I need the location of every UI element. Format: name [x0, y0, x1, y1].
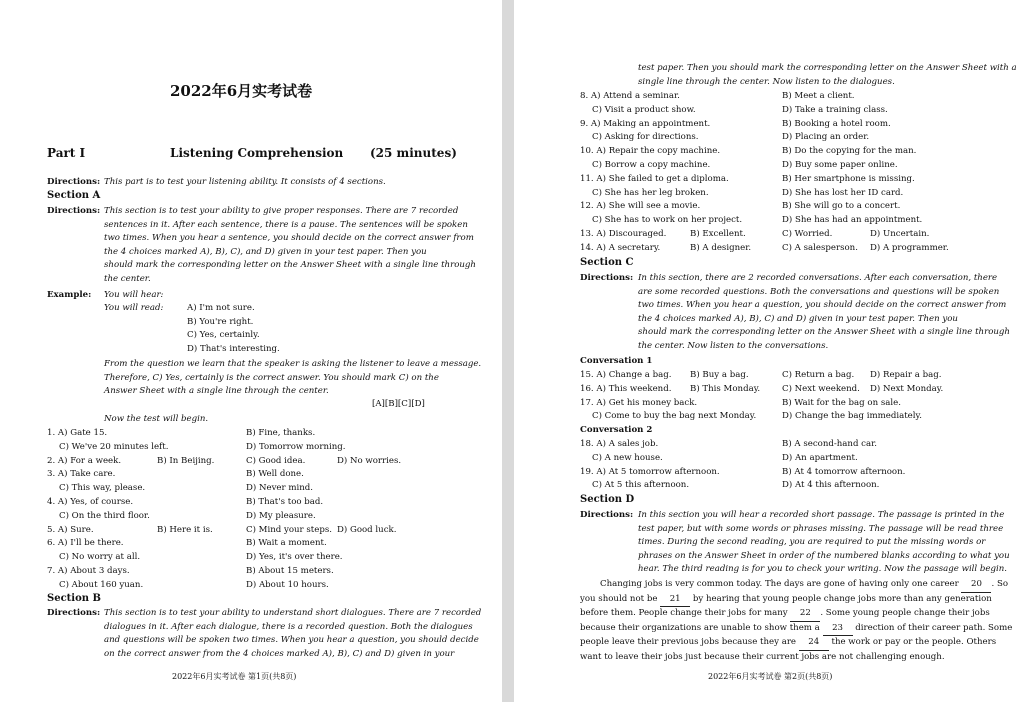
- directions-line: should mark the corresponding letter on the Answer Sheet with a single line through: [638, 327, 1010, 338]
- section-b-directions-continued: [638, 62, 1017, 89]
- passage: [580, 578, 1013, 665]
- part-title: Listening Comprehension: [170, 146, 344, 160]
- section-d-heading: Section D: [580, 494, 635, 505]
- answer-option: C) Borrow a copy machine.: [592, 160, 711, 170]
- answer-option: 19. A) At 5 tomorrow afternoon.: [580, 466, 720, 477]
- answer-option: D) Placing an order.: [782, 132, 870, 143]
- answer-option: 18. A) A sales job.: [580, 439, 659, 449]
- example-option: B) You're right.: [187, 316, 254, 327]
- answer-option: C) We've 20 minutes left.: [59, 441, 169, 452]
- answer-option: C) This way, please.: [59, 483, 146, 494]
- answer-option: D) She has lost her ID card.: [782, 187, 904, 198]
- answer-option: C) Worried.: [782, 229, 833, 239]
- blank-21: 21: [660, 593, 690, 608]
- answer-option: D) At 4 this afternoon.: [782, 480, 880, 491]
- passage-text: by hearing that young people change jobs more than any generation: [692, 593, 992, 604]
- answer-option: B) Buy a bag.: [690, 370, 749, 380]
- answer-option: B) In Beijing.: [157, 455, 215, 466]
- answer-option: C) No worry at all.: [59, 552, 141, 563]
- conversation-2-heading: Conversation 2: [580, 425, 653, 435]
- answer-option: D) A programmer.: [870, 242, 949, 253]
- answer-option: C) Asking for directions.: [592, 132, 699, 143]
- directions-line: phrases on the Answer Sheet in order of the numbered blanks according to what you: [638, 550, 1010, 561]
- answer-option: B) Fine, thanks.: [246, 428, 316, 438]
- directions-line: on the correct answer from the 4 choices marked A), B), C) and D) given in your: [104, 648, 455, 659]
- answer-option: C) At 5 this afternoon.: [592, 480, 690, 491]
- directions-label: Directions:: [47, 177, 101, 187]
- answer-option: 11. A) She failed to get a diploma.: [580, 173, 729, 184]
- answer-option: 6. A) I'll be there.: [47, 538, 124, 549]
- answer-option: C) She has to work on her project.: [592, 215, 743, 226]
- section-a-heading: Section A: [47, 190, 101, 201]
- section-b-directions: [104, 607, 481, 661]
- answer-option: 12. A) She will see a movie.: [580, 201, 701, 212]
- answer-option: D) My pleasure.: [246, 510, 316, 521]
- directions-line: two times. When you hear a sentence, you should decide on the correct answer from: [104, 233, 474, 244]
- answer-option: B) Well done.: [246, 469, 304, 480]
- directions-line: test paper, but with some words or phrases missing. The passage will be read three: [638, 523, 1004, 534]
- answer-option: B) She will go to a concert.: [782, 201, 901, 212]
- exam-page-1: [0, 0, 502, 702]
- answer-option: B) About 15 meters.: [246, 566, 334, 576]
- answer-option: B) This Monday.: [690, 383, 761, 394]
- passage-line: [580, 622, 1013, 637]
- answer-option: D) Repair a bag.: [870, 370, 942, 380]
- directions-line: This section is to test your ability to understand short dialogues. There are 7 recorded: [104, 608, 482, 618]
- directions-line: dialogues in it. After each dialogue, there is a recorded question. Both the dialogues: [104, 621, 473, 632]
- answer-option: C) About 160 yuan.: [59, 579, 144, 590]
- answer-option: B) A designer.: [690, 242, 752, 253]
- answer-option: B) That's too bad.: [246, 497, 324, 507]
- answer-option: B) Excellent.: [690, 229, 746, 239]
- answer-option: 17. A) Get his money back.: [580, 397, 698, 408]
- answer-option: 3. A) Take care.: [47, 469, 116, 480]
- answer-option: 2. A) For a week.: [47, 455, 122, 466]
- passage-text: the work or pay or the people. Others: [831, 637, 997, 648]
- answer-option: B) Here it is.: [157, 524, 213, 535]
- directions-line: the center. Now listen to the conversations.: [638, 340, 829, 351]
- directions-line: In this section, there are 2 recorded conversations. After each conversation, there: [638, 273, 998, 283]
- section-d-directions: [638, 509, 1010, 577]
- answer-option: 7. A) About 3 days.: [47, 566, 130, 576]
- answer-option: D) Change the bag immediately.: [782, 411, 922, 422]
- directions-line: and questions will be spoken two times. When you hear a question, you should decide: [104, 635, 479, 646]
- answer-option: B) Her smartphone is missing.: [782, 173, 915, 184]
- answer-option: D) She has had an appointment.: [782, 215, 923, 226]
- directions-line: In this section you will hear a recorded short passage. The passage is printed in the: [638, 510, 1005, 520]
- section-b-heading: Section B: [47, 593, 101, 604]
- conversation-1-heading: Conversation 1: [580, 356, 653, 366]
- example-options: [187, 302, 280, 356]
- passage-line: want to leave their jobs just because their current jobs are not challenging enough.: [580, 651, 945, 662]
- exam-title: 2022年6月实考试卷: [170, 82, 313, 100]
- answer-option: 4. A) Yes, of course.: [47, 497, 134, 507]
- answer-option: C) Return a bag.: [782, 370, 855, 380]
- section-c-directions-label: Directions:: [580, 273, 634, 283]
- section-b-directions-label: Directions:: [47, 608, 101, 618]
- answer-option: C) Good idea.: [246, 455, 306, 466]
- answer-option: C) Visit a product show.: [592, 104, 696, 115]
- blank-23: 23: [823, 622, 853, 637]
- page-footer: 2022年6月实考试卷 第2页(共8页): [708, 672, 833, 681]
- blank-24: 24: [799, 636, 829, 651]
- answer-option: 13. A) Discouraged.: [580, 229, 667, 239]
- answer-option: 5. A) Sure.: [47, 524, 94, 535]
- example-explanation: [104, 358, 481, 399]
- directions-line: sentences in it. After each sentence, there is a pause. The sentences will be spoken: [104, 219, 468, 230]
- answer-option: B) A second-hand car.: [782, 439, 878, 449]
- answer-option: B) Wait a moment.: [246, 538, 327, 549]
- explanation-line: From the question we learn that the speaker is asking the listener to leave a message.: [104, 359, 482, 369]
- passage-text: you should not be: [580, 593, 658, 604]
- part-label: Part Ⅰ: [47, 146, 86, 160]
- passage-text: direction of their career path. Some: [855, 622, 1013, 633]
- test-begin-note: Now the test will begin.: [104, 414, 209, 424]
- passage-text: because their organizations are unable to show them a: [580, 622, 820, 633]
- answer-option: 8. A) Attend a seminar.: [580, 91, 680, 101]
- answer-option: D) About 10 hours.: [246, 579, 329, 590]
- answer-option: B) Booking a hotel room.: [782, 118, 891, 129]
- answer-option: C) Come to buy the bag next Monday.: [592, 411, 757, 422]
- answer-option: D) Tomorrow morning.: [246, 441, 346, 452]
- directions-line: times. During the second reading, you are required to put the missing words or: [638, 537, 986, 548]
- blank-20: 20: [961, 578, 991, 593]
- answer-option: D) Buy some paper online.: [782, 160, 898, 170]
- answer-option: C) Mind your steps.: [246, 524, 332, 535]
- passage-line: [580, 593, 990, 608]
- answer-option: C) A new house.: [592, 452, 663, 463]
- passage-text: . So: [991, 579, 1009, 589]
- answer-option: C) Next weekend.: [782, 383, 860, 394]
- answer-option: B) At 4 tomorrow afternoon.: [782, 466, 906, 477]
- directions-line: test paper. Then you should mark the corresponding letter on the Answer Sheet with a: [638, 63, 1017, 73]
- answer-option: C) She has her leg broken.: [592, 187, 709, 198]
- answer-option: D) No worries.: [337, 455, 402, 466]
- example-option: D) That's interesting.: [187, 343, 280, 354]
- passage-text: . Some young people change their jobs: [820, 608, 990, 619]
- answer-option: D) An apartment.: [782, 452, 858, 463]
- passage-line: [580, 636, 997, 651]
- directions-line: single line through the center. Now listen to the dialogues.: [638, 76, 895, 87]
- passage-text: people leave their previous jobs because they are: [580, 637, 797, 648]
- directions-line: two times. When you hear a question, you should decide on the correct answer from: [638, 300, 1007, 311]
- passage-text: Changing jobs is very common today. The days are gone of having only one career: [600, 579, 959, 589]
- answer-option: 16. A) This weekend.: [580, 383, 672, 394]
- page-footer: 2022年6月实考试卷 第1页(共8页): [172, 672, 297, 681]
- section-a-directions-label: Directions:: [47, 206, 101, 216]
- answer-option: D) Good luck.: [337, 524, 397, 535]
- answer-option: B) Wait for the bag on sale.: [782, 397, 901, 408]
- directions-line: are some recorded questions. Both the conversations and questions will be spoken: [638, 286, 1000, 297]
- directions-line: hear. The third reading is for you to check your writing. Now the passage will begin.: [638, 564, 1008, 575]
- passage-line: [580, 607, 990, 622]
- answer-option: D) Yes, it's over there.: [246, 552, 343, 563]
- exam-page-2: [514, 0, 1024, 702]
- answer-marks: [A][B][C][D]: [372, 399, 425, 409]
- answer-option: D) Uncertain.: [870, 229, 930, 239]
- answer-option: D) Take a training class.: [782, 104, 888, 115]
- section-a-directions: [104, 205, 476, 287]
- directions-line: the 4 choices marked A), B), C) and D) given in your test paper. Then you: [638, 313, 958, 324]
- directions-line: This section is to test your ability to give proper responses. There are 7 recorded: [104, 206, 459, 216]
- answer-option: 9. A) Making an appointment.: [580, 118, 711, 129]
- passage-line: [580, 578, 1009, 593]
- answer-option: C) A salesperson.: [782, 242, 858, 253]
- answer-option: D) Next Monday.: [870, 383, 944, 394]
- section-c-directions: [638, 272, 1010, 354]
- you-will-hear: You will hear:: [104, 290, 164, 300]
- answer-option: 1. A) Gate 15.: [47, 428, 108, 438]
- part-time: (25 minutes): [370, 146, 457, 160]
- answer-option: 10. A) Repair the copy machine.: [580, 146, 721, 157]
- directions-text: This part is to test your listening ability. It consists of 4 sections.: [104, 177, 386, 187]
- directions-line: should mark the corresponding letter on the Answer Sheet with a single line through: [104, 260, 476, 271]
- answer-option: 14. A) A secretary.: [580, 242, 661, 253]
- explanation-line: Therefore, C) Yes, certainly is the correct answer. You should mark C) on the: [104, 372, 439, 383]
- answer-option: C) On the third floor.: [59, 510, 150, 521]
- answer-option: D) Never mind.: [246, 483, 314, 494]
- answer-option: B) Meet a client.: [782, 91, 855, 101]
- blank-22: 22: [790, 607, 820, 622]
- answer-option: 15. A) Change a bag.: [580, 370, 672, 380]
- passage-text: before them. People change their jobs for many: [580, 608, 788, 619]
- section-d-directions-label: Directions:: [580, 510, 634, 520]
- directions-line: the 4 choices marked A), B), C), and D) given in your test paper. Then you: [104, 246, 427, 257]
- example-option: A) I'm not sure.: [187, 303, 255, 313]
- example-label: Example:: [47, 290, 92, 300]
- answer-option: B) Do the copying for the man.: [782, 146, 917, 157]
- you-will-read: You will read:: [104, 303, 164, 313]
- example-option: C) Yes, certainly.: [187, 330, 260, 341]
- explanation-line: Answer Sheet with a single line through the center.: [104, 386, 329, 397]
- section-c-heading: Section C: [580, 257, 634, 268]
- directions-line: the center.: [104, 273, 151, 284]
